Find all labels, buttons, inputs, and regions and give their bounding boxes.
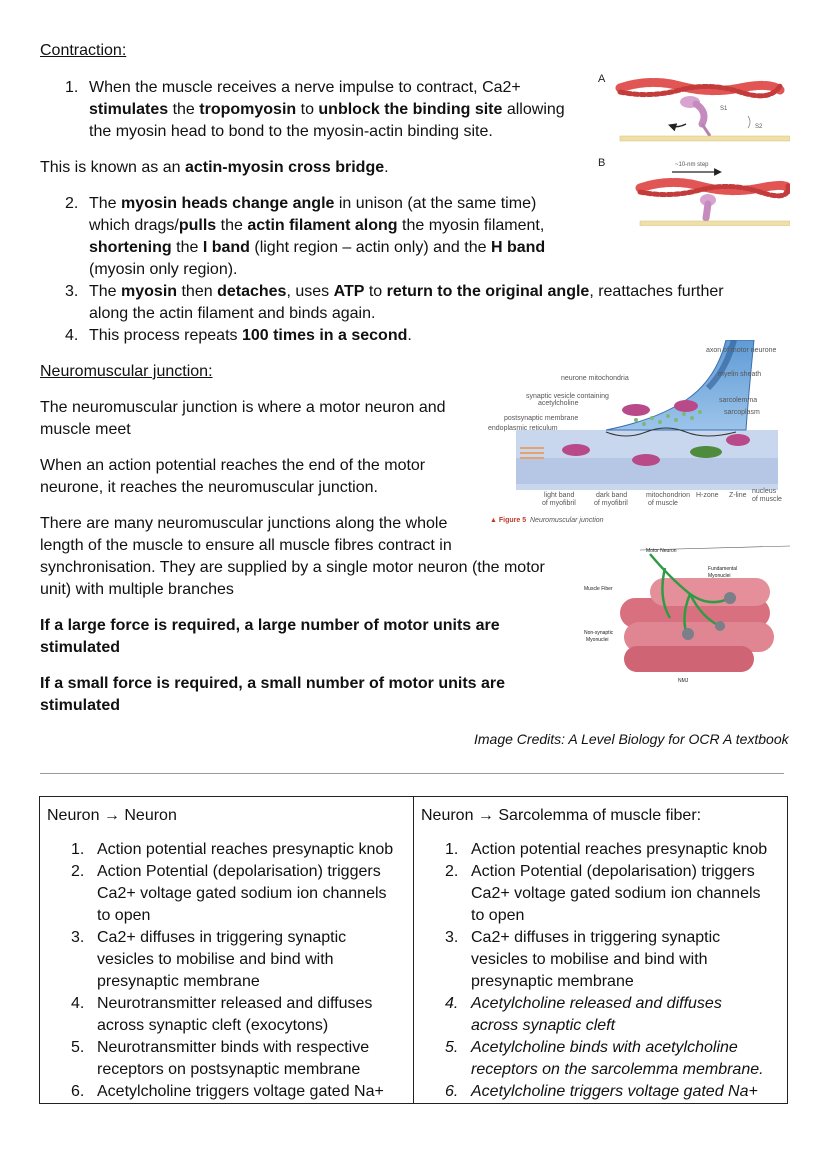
- contraction-item-2-line-3: shortening the I band (light region – actin only) and the H band: [89, 239, 546, 256]
- actin-filament-a: [620, 82, 780, 95]
- list-number: 6.: [71, 1083, 85, 1100]
- label-acetylcholine: acetylcholine: [538, 400, 579, 407]
- list-item: [47, 927, 407, 993]
- list-item-line: Action potential reaches presynaptic knob: [97, 841, 394, 858]
- nmj-paragraph-3-line-4: unit) with multiple branches: [40, 581, 234, 598]
- list-item-line: Action potential reaches presynaptic knob: [471, 841, 768, 858]
- list-item: [421, 993, 781, 1037]
- label-s2: S2: [755, 124, 763, 130]
- image-credits: Image Credits: A Level Biology for OCR A textbook: [474, 731, 789, 747]
- list-item-line: Ca2+ voltage gated sodium ion channels: [471, 885, 761, 902]
- figure-caption-text: Neuromuscular junction: [530, 517, 604, 524]
- list-item-line: presynaptic membrane: [97, 973, 260, 990]
- label-vesicle: synaptic vesicle containing: [526, 393, 609, 400]
- list-item-line: vesicles to mobilise and bind with: [471, 951, 708, 968]
- list-number: 1.: [71, 841, 85, 858]
- rotation-arrow: [672, 124, 686, 127]
- label-muscle-fiber: Muscle Fiber: [584, 586, 613, 592]
- list-number: 4.: [445, 995, 459, 1012]
- contraction-item-2-line-2: which drags/pulls the actin filament along the myosin filament,: [89, 217, 545, 234]
- list-item-line: vesicles to mobilise and bind with: [97, 951, 334, 968]
- label-nucleus: nucleus: [752, 488, 777, 495]
- label-fundamental: Fundamental: [708, 566, 738, 572]
- contraction-item-1-line-1: When the muscle receives a nerve impulse to contract, Ca2+: [89, 79, 521, 96]
- list-item-line: across synaptic cleft (exocytons): [97, 1017, 329, 1034]
- label-sarcolemma: sarcolemma: [719, 397, 758, 404]
- myosin-power-stroke-figure: [590, 66, 790, 226]
- nmj-heading: Neuromuscular junction:: [40, 363, 213, 380]
- label-of-myofibril-1: of myofibril: [542, 500, 576, 507]
- list-item: [421, 1037, 781, 1081]
- list-number: 3.: [65, 283, 79, 300]
- label-s1: S1: [720, 106, 728, 112]
- label-light-band: light band: [544, 492, 575, 499]
- list-number: 2.: [445, 863, 459, 880]
- actin-filament-b: [640, 182, 788, 195]
- list-item-line: receptors on postsynaptic membrane: [97, 1061, 361, 1078]
- list-number: 6.: [445, 1083, 459, 1100]
- list-item: [421, 839, 781, 861]
- contraction-item-3-line-2: along the actin filament and binds again.: [89, 305, 376, 322]
- list-item-line: Action Potential (depolarisation) triggers: [97, 863, 381, 880]
- muscle-fibers: [620, 578, 774, 672]
- list-item-line: Neurotransmitter released and diffuses: [97, 995, 373, 1012]
- label-er: endoplasmic reticulum: [488, 425, 558, 432]
- nmj-paragraph-3-line-3: synchronisation. They are supplied by a single motor neuron (the motor: [40, 559, 545, 576]
- list-number: 3.: [445, 929, 459, 946]
- label-postsyn: postsynaptic membrane: [504, 415, 579, 422]
- list-number: 2.: [65, 195, 79, 212]
- list-number: 1.: [445, 841, 459, 858]
- nmj-paragraph-1-line-2: muscle meet: [40, 421, 131, 438]
- left-column-header: Neuron → Neuron: [47, 807, 177, 824]
- list-item-line: Ca2+ diffuses in triggering synaptic: [471, 929, 721, 946]
- label-dark-band: dark band: [596, 492, 628, 499]
- label-myonuclei-2: Myonuclei: [586, 637, 609, 643]
- nmj-paragraph-1-line-1: The neuromuscular junction is where a motor neuron and: [40, 399, 446, 416]
- contraction-item-2-line-1: The myosin heads change angle in unison (at the same time): [89, 195, 537, 212]
- contraction-item-3-line-1: The myosin then detaches, uses ATP to return to the original angle, reattaches further: [89, 283, 724, 300]
- contraction-heading: Contraction:: [40, 42, 127, 59]
- label-neurone-mito: neurone mitochondria: [561, 375, 629, 382]
- list-item: [421, 861, 781, 927]
- label-nmj: NMJ: [678, 678, 689, 684]
- nmj-paragraph-2-line-2: neurone, it reaches the neuromuscular junction.: [40, 479, 378, 496]
- list-number: 1.: [65, 79, 79, 96]
- list-item-line: Neurotransmitter binds with respective: [97, 1039, 370, 1056]
- list-item-line: Ca2+ voltage gated sodium ion channels: [97, 885, 387, 902]
- list-item-line: across synaptic cleft: [471, 1017, 616, 1034]
- nmj-paragraph-3-line-2: length of the muscle to ensure all muscle fibres contract in: [40, 537, 452, 554]
- figure-label-b: B: [598, 157, 606, 169]
- contraction-item-2-line-4: (myosin only region).: [89, 261, 238, 278]
- list-item-line: presynaptic membrane: [471, 973, 634, 990]
- list-item-line: Action Potential (depolarisation) triggers: [471, 863, 755, 880]
- list-item-line: Ca2+ diffuses in triggering synaptic: [97, 929, 347, 946]
- label-sarcoplasm: sarcoplasm: [724, 409, 760, 416]
- figure-label-a: A: [598, 73, 606, 85]
- list-item: [421, 927, 781, 993]
- list-number: 5.: [71, 1039, 85, 1056]
- list-item-line: to open: [471, 907, 525, 924]
- right-column-header: Neuron → Sarcolemma of muscle fiber:: [421, 807, 702, 824]
- divider: [40, 773, 784, 774]
- label-mitochondrion: mitochondrion: [646, 492, 690, 499]
- motor-unit-figure: [580, 538, 790, 688]
- list-item: [47, 993, 407, 1037]
- contraction-item-1-line-3: the myosin head to bond to the myosin-actin binding site.: [89, 123, 493, 140]
- list-item: [47, 839, 407, 861]
- label-myonuclei: Myonuclei: [708, 573, 731, 579]
- label-of-muscle: of muscle: [648, 500, 678, 507]
- small-force-line-2: stimulated: [40, 697, 121, 714]
- cross-bridge-sentence: This is known as an actin-myosin cross bridge.: [40, 159, 389, 176]
- label-zline: Z-line: [729, 492, 747, 499]
- thick-filament-a: [620, 136, 790, 141]
- list-item-line: Acetylcholine triggers voltage gated Na+: [471, 1083, 758, 1100]
- myosin-head-b: [700, 194, 716, 218]
- list-item: [47, 861, 407, 927]
- small-force-line-1: If a small force is required, a small number of motor units are: [40, 675, 506, 692]
- step-label: ~10-nm step: [675, 162, 709, 168]
- list-item: [421, 1081, 781, 1103]
- label-myelin: myelin sheath: [718, 371, 762, 378]
- list-item: [47, 1081, 407, 1103]
- list-number: 4.: [71, 995, 85, 1012]
- neuromuscular-junction-figure: [486, 340, 786, 530]
- list-item-line: to open: [97, 907, 151, 924]
- list-item-line: receptors on the sarcolemma membrane.: [471, 1061, 764, 1078]
- contraction-item-4: This process repeats 100 times in a second.: [89, 327, 412, 344]
- label-non-synaptic: Non-synaptic: [584, 630, 614, 636]
- large-force-line-1: If a large force is required, a large number of motor units are: [40, 617, 500, 634]
- large-force-line-2: stimulated: [40, 639, 121, 656]
- myosin-head-a: [680, 96, 710, 136]
- nmj-paragraph-3-line-1: There are many neuromuscular junctions along the whole: [40, 515, 448, 532]
- neuron-to-sarcolemma-column: [414, 797, 788, 1104]
- list-item-line: Acetylcholine binds with acetylcholine: [471, 1039, 738, 1056]
- list-number: 4.: [65, 327, 79, 344]
- list-item: [47, 1037, 407, 1081]
- thick-filament-b: [640, 221, 790, 226]
- list-number: 5.: [445, 1039, 459, 1056]
- neuron-to-neuron-column: [40, 797, 414, 1104]
- label-of-muscle-2: of muscle: [752, 496, 782, 503]
- list-item-line: Acetylcholine released and diffuses: [471, 995, 722, 1012]
- contraction-item-1-line-2: stimulates the tropomyosin to unblock the binding site allowing: [89, 101, 565, 118]
- label-of-myofibril-2: of myofibril: [594, 500, 628, 507]
- label-axon: axon of motor neurone: [706, 347, 777, 354]
- figure-caption-number: ▲ Figure 5: [490, 517, 527, 524]
- label-hzone: H-zone: [696, 492, 719, 499]
- list-number: 2.: [71, 863, 85, 880]
- label-motor-neuron: Motor Neuron: [646, 548, 677, 554]
- muscle-nucleus: [690, 446, 722, 458]
- list-item-line: Acetylcholine triggers voltage gated Na+: [97, 1083, 384, 1100]
- nmj-paragraph-2-line-1: When an action potential reaches the end of the motor: [40, 457, 426, 474]
- comparison-table: [39, 796, 788, 1104]
- list-number: 3.: [71, 929, 85, 946]
